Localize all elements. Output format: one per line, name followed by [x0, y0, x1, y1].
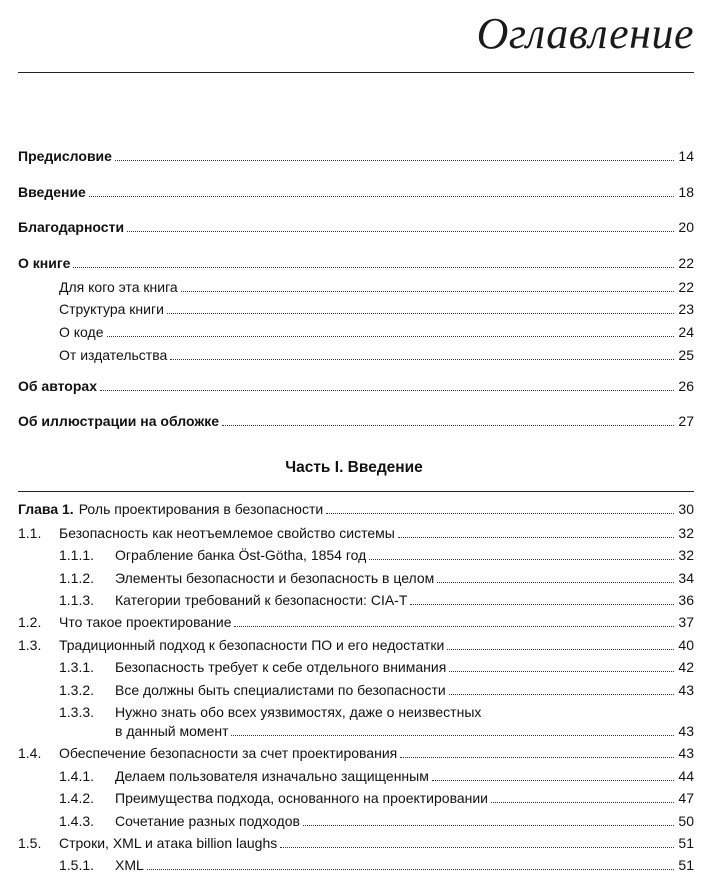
- section-number: 1.1.2.: [59, 570, 95, 586]
- toc-entry-label: Безопасность как неотъемлемое свойство системы: [59, 525, 395, 541]
- section-number: 1.4.: [18, 745, 42, 761]
- leader-dots: [170, 359, 674, 360]
- leader-dots: [491, 802, 674, 803]
- toc-entry-label-continuation: в данный момент: [115, 723, 229, 739]
- toc-entry-label: Введение: [18, 184, 86, 200]
- toc-entry-label: О книге: [18, 255, 71, 271]
- toc-page-number: 22: [678, 279, 694, 295]
- toc-page-number: 18: [678, 184, 694, 200]
- leader-dots: [222, 425, 674, 426]
- toc-page-number: 43: [678, 745, 694, 761]
- toc-entry[interactable]: [18, 635, 694, 655]
- toc-entry-label[interactable]: Нужно знать обо всех уязвимостях, даже о неизвестных: [115, 704, 482, 720]
- toc-entry-authors[interactable]: [18, 376, 694, 396]
- toc-entry[interactable]: [18, 612, 694, 632]
- toc-entry-label: Благодарности: [18, 219, 125, 235]
- toc-entry-label: Предисловие: [18, 148, 112, 164]
- toc-entry-acknowledgements[interactable]: [18, 217, 694, 237]
- toc-page-number: 27: [678, 413, 694, 429]
- toc-entry-label: Что такое проектирование: [59, 614, 232, 630]
- leader-dots: [231, 735, 674, 736]
- toc-page-number: 24: [678, 324, 694, 340]
- toc-entry-label: Об авторах: [18, 378, 97, 394]
- toc-entry-preface[interactable]: [18, 146, 694, 166]
- leader-dots: [234, 626, 674, 627]
- toc-entry-label: Делаем пользователя изначально защищенным: [115, 768, 429, 784]
- toc-entry-audience[interactable]: [59, 277, 694, 297]
- toc-page-number: 34: [678, 570, 694, 586]
- toc-entry[interactable]: [59, 766, 694, 786]
- toc-page-number: 47: [678, 790, 694, 806]
- toc-entry-chapter-1[interactable]: [18, 499, 694, 519]
- toc-entry[interactable]: [59, 855, 694, 875]
- toc-entry-label: Все должны быть специалистами по безопасности: [115, 682, 446, 698]
- toc-entry[interactable]: [59, 545, 694, 565]
- leader-dots: [432, 780, 675, 781]
- toc-entry[interactable]: [18, 743, 694, 763]
- leader-dots: [107, 336, 675, 337]
- leader-dots: [449, 671, 674, 672]
- toc-page-number: 43: [678, 723, 694, 739]
- toc-entry[interactable]: [59, 657, 694, 677]
- toc-entry-label: Роль проектирования в безопасности: [78, 501, 324, 517]
- section-number: 1.1.3.: [59, 592, 95, 608]
- toc-page-number: 36: [678, 592, 694, 608]
- toc-page-number: 14: [678, 148, 694, 164]
- toc-page-number: 43: [678, 682, 694, 698]
- toc-page-number: 32: [678, 547, 694, 563]
- toc-page-number: 30: [678, 501, 694, 517]
- section-number: 1.4.2.: [59, 790, 95, 806]
- section-number: 1.1.1.: [59, 547, 95, 563]
- section-number: 1.3.: [18, 637, 42, 653]
- leader-dots: [326, 513, 674, 514]
- toc-entry-label: Структура книги: [59, 301, 164, 317]
- toc-entry[interactable]: [18, 523, 694, 543]
- toc-page-number: 50: [678, 813, 694, 829]
- leader-dots: [100, 390, 674, 391]
- section-number: 1.3.1.: [59, 659, 95, 675]
- section-number: 1.2.: [18, 614, 42, 630]
- toc-entry-label: Строки, XML и атака billion laughs: [59, 835, 278, 851]
- toc-page-number: 32: [678, 525, 694, 541]
- section-number: 1.4.3.: [59, 813, 95, 829]
- leader-dots: [447, 649, 674, 650]
- section-number: 1.3.3.: [59, 704, 95, 720]
- toc-entry-label: О коде: [59, 324, 104, 340]
- leader-dots: [167, 313, 675, 314]
- toc-page-number: 42: [678, 659, 694, 675]
- toc-entry-about-book[interactable]: [18, 253, 694, 273]
- section-number: 1.3.2.: [59, 682, 95, 698]
- toc-page-number: 23: [678, 301, 694, 317]
- toc-entry-structure[interactable]: [59, 299, 694, 319]
- leader-dots: [369, 559, 674, 560]
- page-title: Оглавление: [476, 9, 694, 58]
- toc-page-number: 44: [678, 768, 694, 784]
- toc-entry-code[interactable]: [59, 322, 694, 342]
- toc-entry-publisher[interactable]: [59, 345, 694, 365]
- leader-dots: [400, 757, 674, 758]
- toc-entry-continuation[interactable]: [115, 721, 694, 741]
- toc-page-number: 37: [678, 614, 694, 630]
- leader-dots: [303, 825, 674, 826]
- section-number: 1.1.: [18, 525, 42, 541]
- part-rule: [18, 491, 694, 492]
- leader-dots: [127, 231, 674, 232]
- toc-entry-label: Для кого эта книга: [59, 279, 178, 295]
- leader-dots: [181, 291, 675, 292]
- leader-dots: [449, 694, 675, 695]
- part-heading: Часть I. Введение: [285, 459, 423, 476]
- toc-page-number: 51: [678, 835, 694, 851]
- toc-page-number: 51: [678, 857, 694, 873]
- section-number: 1.5.: [18, 835, 42, 851]
- toc-page-number: 40: [678, 637, 694, 653]
- title-rule: [18, 72, 694, 73]
- toc-page-number: 26: [678, 378, 694, 394]
- toc-entry-label: Обеспечение безопасности за счет проектирования: [59, 745, 398, 761]
- section-number: 1.5.1.: [59, 857, 95, 873]
- toc-entry[interactable]: [59, 788, 694, 808]
- leader-dots: [280, 847, 674, 848]
- chapter-prefix: Глава 1.: [18, 501, 74, 517]
- leader-dots: [73, 267, 674, 268]
- toc-entry-label: Традиционный подход к безопасности ПО и его недостатки: [59, 637, 445, 653]
- toc-entry-label: XML: [115, 857, 144, 873]
- toc-entry[interactable]: [59, 680, 694, 700]
- toc-entry-label: От издательства: [59, 347, 168, 363]
- toc-entry[interactable]: [59, 590, 694, 610]
- toc-page-number: 25: [678, 347, 694, 363]
- toc-entry-label: Об иллюстрации на обложке: [18, 413, 220, 429]
- toc-page-number: 22: [678, 255, 694, 271]
- toc-entry[interactable]: [59, 811, 694, 831]
- toc-entry-cover-illustration[interactable]: [18, 411, 694, 431]
- toc-entry-label: Элементы безопасности и безопасность в целом: [115, 570, 435, 586]
- toc-entry-label: Категории требований к безопасности: CIA-T: [115, 592, 408, 608]
- leader-dots: [89, 196, 675, 197]
- leader-dots: [147, 869, 675, 870]
- leader-dots: [398, 537, 675, 538]
- leader-dots: [115, 160, 674, 161]
- toc-page-number: 20: [678, 219, 694, 235]
- toc-entry[interactable]: [59, 568, 694, 588]
- section-number: 1.4.1.: [59, 768, 95, 784]
- toc-entry[interactable]: [18, 833, 694, 853]
- toc-entry-label: Безопасность требует к себе отдельного внимания: [115, 659, 447, 675]
- leader-dots: [410, 604, 674, 605]
- toc-entry-introduction[interactable]: [18, 182, 694, 202]
- toc-entry-label: Сочетание разных подходов: [115, 813, 300, 829]
- toc-entry-label: Преимущества подхода, основанного на проектировании: [115, 790, 489, 806]
- leader-dots: [437, 582, 674, 583]
- toc-entry-label: Ограбление банка Öst-Götha, 1854 год: [115, 547, 367, 563]
